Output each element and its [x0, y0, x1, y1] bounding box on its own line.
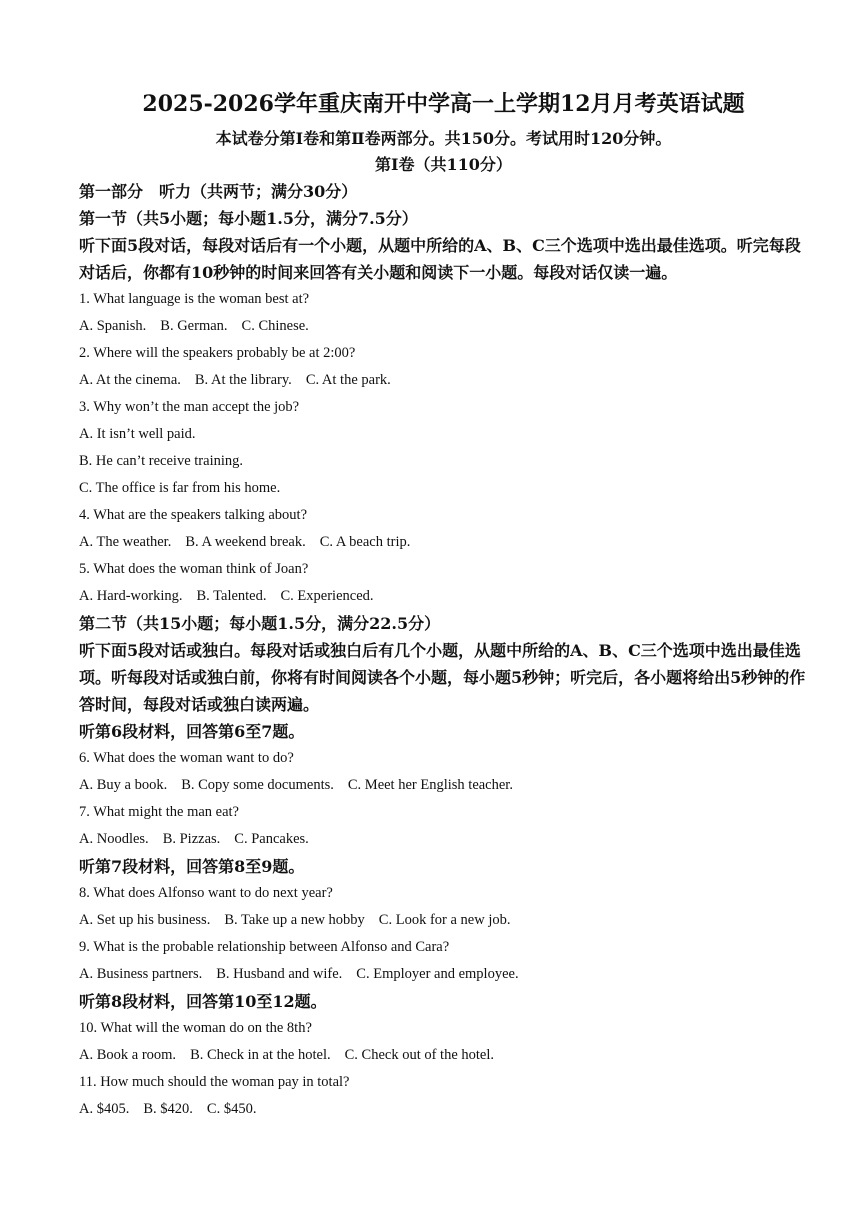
question-text: 6. What does the woman want to do?: [79, 750, 294, 766]
option-a: A. Buy a book.: [79, 777, 168, 793]
question-1: [79, 286, 808, 340]
option-c: C. Look for a new job.: [378, 912, 511, 928]
option-b: B. He can’t receive training.: [79, 453, 243, 469]
question-options: [79, 1042, 808, 1069]
option-c: C. A beach trip.: [319, 534, 411, 550]
section-two-heading: 第二节（共15小题；每小题1.5分，满分22.5分）: [79, 614, 441, 633]
option-c: C. Meet her English teacher.: [347, 777, 513, 793]
question-options: [79, 907, 808, 934]
option-c: C. Employer and employee.: [356, 966, 519, 982]
question-5: [79, 556, 808, 610]
option-a: A. Noodles.: [79, 831, 149, 847]
option-b: B. Talented.: [196, 588, 267, 604]
exam-intro: 本试卷分第Ⅰ卷和第Ⅱ卷两部分。共150分。考试用时120分钟。: [215, 129, 672, 148]
option-b: B. Husband and wife.: [216, 966, 343, 982]
section-two-instruction: 听下面5段对话或独白。每段对话或独白后有几个小题，从题中所给的A、B、C三个选项中选出最佳选项。听每段对话或独白前，你将有时间阅读各个小题，每小题5秒钟；听完后，各小题将给出5秒钟的作答时间，每段对话或独白读两遍。: [79, 641, 806, 714]
question-text: 2. Where will the speakers probably be at 2:00?: [79, 345, 356, 361]
question-4: [79, 502, 808, 556]
question-text: 4. What are the speakers talking about?: [79, 507, 308, 523]
option-c: C. Check out of the hotel.: [344, 1047, 495, 1063]
option-c: C. $450.: [206, 1101, 257, 1117]
question-9: [79, 934, 808, 988]
option-a: A. Business partners.: [79, 966, 203, 982]
question-options: [79, 583, 808, 610]
option-b: B. Take up a new hobby: [224, 912, 365, 928]
exam-title: 2025-2026学年重庆南开中学高一上学期12月月考英语试题: [142, 91, 745, 117]
option-c: C. The office is far from his home.: [79, 480, 281, 496]
option-a: A. The weather.: [79, 534, 172, 550]
material-8-heading: 听第8段材料，回答第10至12题。: [79, 992, 327, 1011]
question-options: [79, 367, 808, 394]
question-text: 5. What does the woman think of Joan?: [79, 561, 309, 577]
question-2: [79, 340, 808, 394]
material-6-heading: 听第6段材料，回答第6至7题。: [79, 722, 305, 741]
question-10: [79, 1015, 808, 1069]
option-c: C. Chinese.: [241, 318, 309, 334]
option-a: A. Hard-working.: [79, 588, 183, 604]
volume-one-heading: 第Ⅰ卷（共110分）: [375, 155, 512, 174]
option-c: C. Pancakes.: [234, 831, 309, 847]
material-7-heading: 听第7段材料，回答第8至9题。: [79, 857, 305, 876]
option-a: A. Spanish.: [79, 318, 147, 334]
question-options: [79, 772, 808, 799]
question-options: [79, 313, 808, 340]
question-text: 8. What does Alfonso want to do next year?: [79, 885, 333, 901]
question-8: [79, 880, 808, 934]
question-11: [79, 1069, 808, 1123]
question-6: [79, 745, 808, 799]
question-text: 3. Why won’t the man accept the job?: [79, 399, 300, 415]
option-a: A. $405.: [79, 1101, 130, 1117]
option-c: C. At the park.: [305, 372, 391, 388]
option-b: B. Check in at the hotel.: [190, 1047, 331, 1063]
option-b: B. At the library.: [194, 372, 292, 388]
option-b: B. German.: [160, 318, 228, 334]
option-b: B. $420.: [143, 1101, 193, 1117]
question-options: [79, 961, 808, 988]
question-7: [79, 799, 808, 853]
question-options: [79, 1096, 808, 1123]
option-b: B. Pizzas.: [162, 831, 221, 847]
question-options: [79, 529, 808, 556]
part-one-heading: 第一部分 听力（共两节；满分30分）: [79, 182, 358, 201]
option-a: A. Set up his business.: [79, 912, 211, 928]
option-b: B. Copy some documents.: [181, 777, 334, 793]
option-a: A. Book a room.: [79, 1047, 177, 1063]
question-text: 7. What might the man eat?: [79, 804, 239, 820]
question-options: [79, 826, 808, 853]
question-3: [79, 394, 808, 502]
option-a: A. It isn’t well paid.: [79, 426, 196, 442]
question-text: 10. What will the woman do on the 8th?: [79, 1020, 312, 1036]
option-b: B. A weekend break.: [185, 534, 306, 550]
question-text: 9. What is the probable relationship between Alfonso and Cara?: [79, 939, 450, 955]
question-text: 1. What language is the woman best at?: [79, 291, 310, 307]
option-c: C. Experienced.: [280, 588, 374, 604]
section-one-heading: 第一节（共5小题；每小题1.5分，满分7.5分）: [79, 209, 418, 228]
option-a: A. At the cinema.: [79, 372, 181, 388]
question-text: 11. How much should the woman pay in total?: [79, 1074, 350, 1090]
section-one-instruction: 听下面5段对话，每段对话后有一个小题，从题中所给的A、B、C三个选项中选出最佳选项。听完每段对话后，你都有10秒钟的时间来回答有关小题和阅读下一小题。每段对话仅读一遍。: [79, 236, 801, 282]
